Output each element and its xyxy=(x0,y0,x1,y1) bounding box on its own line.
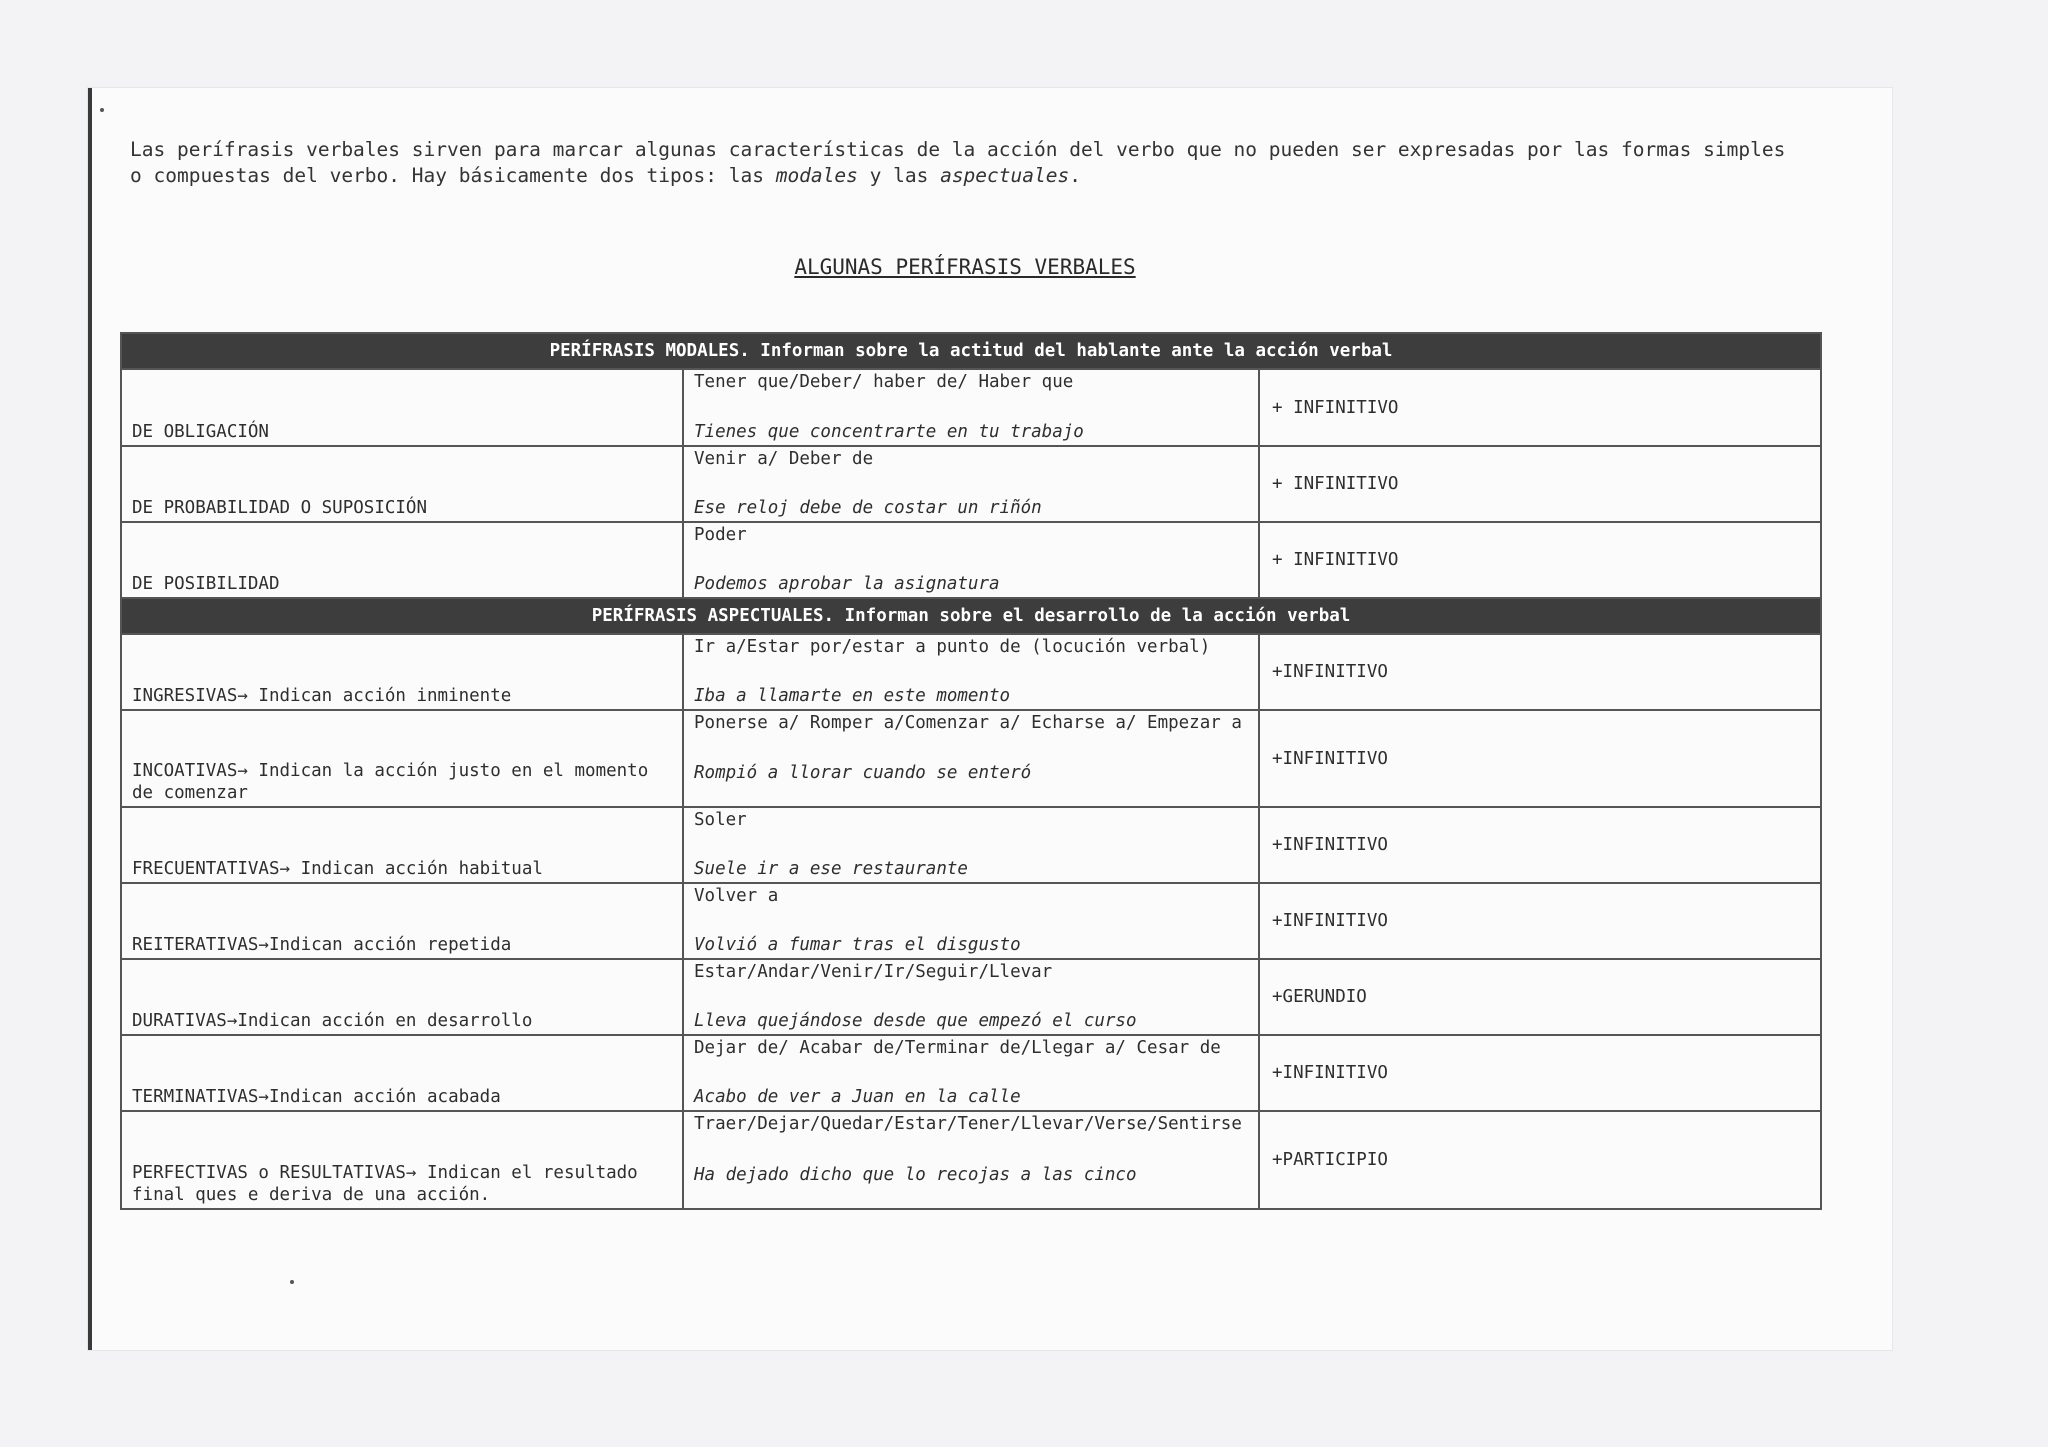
intro-paragraph xyxy=(130,137,1830,189)
example-sentence: Iba a llamarte en este momento xyxy=(694,686,1011,706)
intro-line-1: Las perífrasis verbales sirven para marcar algunas características de la acción del verbo que no pueden ser expresadas por las formas simples xyxy=(130,138,1786,161)
intro-line-2: o compuestas del verbo. Hay básicamente dos tipos: las xyxy=(130,164,776,187)
example-sentence: Volvió a fumar tras el disgusto xyxy=(694,935,1021,955)
structure-cell xyxy=(683,1111,1259,1209)
scan-speck xyxy=(100,108,104,112)
type-cell xyxy=(121,1035,683,1111)
structure-cell xyxy=(683,369,1259,446)
type-label: FRECUENTATIVAS→ Indican acción habitual xyxy=(132,859,543,879)
type-cell xyxy=(121,883,683,959)
example-sentence: Tienes que concentrarte en tu trabajo xyxy=(694,422,1084,442)
verb-forms: Tener que/Deber/ haber de/ Haber que xyxy=(694,372,1074,392)
form-cell: +INFINITIVO xyxy=(1259,1035,1821,1111)
example-sentence: Acabo de ver a Juan en la calle xyxy=(694,1087,1021,1107)
verb-forms: Venir a/ Deber de xyxy=(694,449,874,469)
table-row xyxy=(121,369,1821,446)
scan-speck xyxy=(290,1280,294,1284)
term-aspectuales: aspectuales xyxy=(940,164,1070,187)
table-row xyxy=(121,1111,1821,1209)
form-cell: +INFINITIVO xyxy=(1259,710,1821,807)
periphrasis-table xyxy=(120,332,1822,1210)
structure-cell xyxy=(683,710,1259,807)
table-row xyxy=(121,710,1821,807)
verb-forms: Estar/Andar/Venir/Ir/Seguir/Llevar xyxy=(694,962,1053,982)
form-cell: +INFINITIVO xyxy=(1259,634,1821,710)
type-cell xyxy=(121,634,683,710)
table-row xyxy=(121,634,1821,710)
structure-cell xyxy=(683,446,1259,522)
example-sentence: Ha dejado dicho que lo recojas a las cinco xyxy=(694,1165,1137,1185)
type-label: REITERATIVAS→Indican acción repetida xyxy=(132,935,512,955)
structure-cell xyxy=(683,883,1259,959)
term-modales: modales xyxy=(775,164,858,187)
intro-period: . xyxy=(1069,164,1081,187)
aspectuales-header: PERÍFRASIS ASPECTUALES. Informan sobre el desarrollo de la acción verbal xyxy=(121,598,1821,634)
form-cell: +INFINITIVO xyxy=(1259,807,1821,883)
form-cell: + INFINITIVO xyxy=(1259,369,1821,446)
page-title: ALGUNAS PERÍFRASIS VERBALES xyxy=(794,255,1136,279)
form-cell: +GERUNDIO xyxy=(1259,959,1821,1035)
verb-forms: Volver a xyxy=(694,886,779,906)
structure-cell xyxy=(683,634,1259,710)
type-label: DE POSIBILIDAD xyxy=(132,574,280,594)
example-sentence: Lleva quejándose desde que empezó el curso xyxy=(694,1011,1137,1031)
structure-cell xyxy=(683,1035,1259,1111)
modales-header-row xyxy=(121,333,1821,369)
structure-cell xyxy=(683,522,1259,598)
type-label: DE OBLIGACIÓN xyxy=(132,422,269,442)
table-row xyxy=(121,959,1821,1035)
example-sentence: Rompió a llorar cuando se enteró xyxy=(694,763,1032,783)
table-row xyxy=(121,883,1821,959)
page-title-wrap xyxy=(0,255,2048,279)
type-label: INGRESIVAS→ Indican acción inminente xyxy=(132,686,512,706)
table-row xyxy=(121,522,1821,598)
example-sentence: Ese reloj debe de costar un riñón xyxy=(694,498,1042,518)
verb-forms: Poder xyxy=(694,525,747,545)
intro-connector: y las xyxy=(857,164,941,187)
form-cell: +INFINITIVO xyxy=(1259,883,1821,959)
type-cell xyxy=(121,1111,683,1209)
type-cell xyxy=(121,522,683,598)
type-cell xyxy=(121,807,683,883)
modales-header: PERÍFRASIS MODALES. Informan sobre la actitud del hablante ante la acción verbal xyxy=(121,333,1821,369)
table-row xyxy=(121,1035,1821,1111)
verb-forms: Ir a/Estar por/estar a punto de (locución verbal) xyxy=(694,637,1211,657)
example-sentence: Suele ir a ese restaurante xyxy=(694,859,968,879)
type-label: DURATIVAS→Indican acción en desarrollo xyxy=(132,1011,533,1031)
table-row xyxy=(121,446,1821,522)
type-cell xyxy=(121,369,683,446)
verb-forms: Traer/Dejar/Quedar/Estar/Tener/Llevar/Verse/Sentirse xyxy=(694,1114,1242,1134)
aspectuales-header-row xyxy=(121,598,1821,634)
verb-forms: Ponerse a/ Romper a/Comenzar a/ Echarse a/ Empezar a xyxy=(694,713,1242,733)
type-label: PERFECTIVAS o RESULTATIVAS→ Indican el resultado final ques e deriva de una acción. xyxy=(132,1163,638,1205)
type-cell xyxy=(121,446,683,522)
form-cell: + INFINITIVO xyxy=(1259,446,1821,522)
type-label: INCOATIVAS→ Indican la acción justo en el momento de comenzar xyxy=(132,761,649,803)
example-sentence: Podemos aprobar la asignatura xyxy=(694,574,1000,594)
form-cell: +PARTICIPIO xyxy=(1259,1111,1821,1209)
structure-cell xyxy=(683,807,1259,883)
type-cell xyxy=(121,710,683,807)
structure-cell xyxy=(683,959,1259,1035)
form-cell: + INFINITIVO xyxy=(1259,522,1821,598)
table-row xyxy=(121,807,1821,883)
type-label: TERMINATIVAS→Indican acción acabada xyxy=(132,1087,501,1107)
type-cell xyxy=(121,959,683,1035)
type-label: DE PROBABILIDAD O SUPOSICIÓN xyxy=(132,498,428,518)
verb-forms: Dejar de/ Acabar de/Terminar de/Llegar a/ Cesar de xyxy=(694,1038,1221,1058)
verb-forms: Soler xyxy=(694,810,747,830)
